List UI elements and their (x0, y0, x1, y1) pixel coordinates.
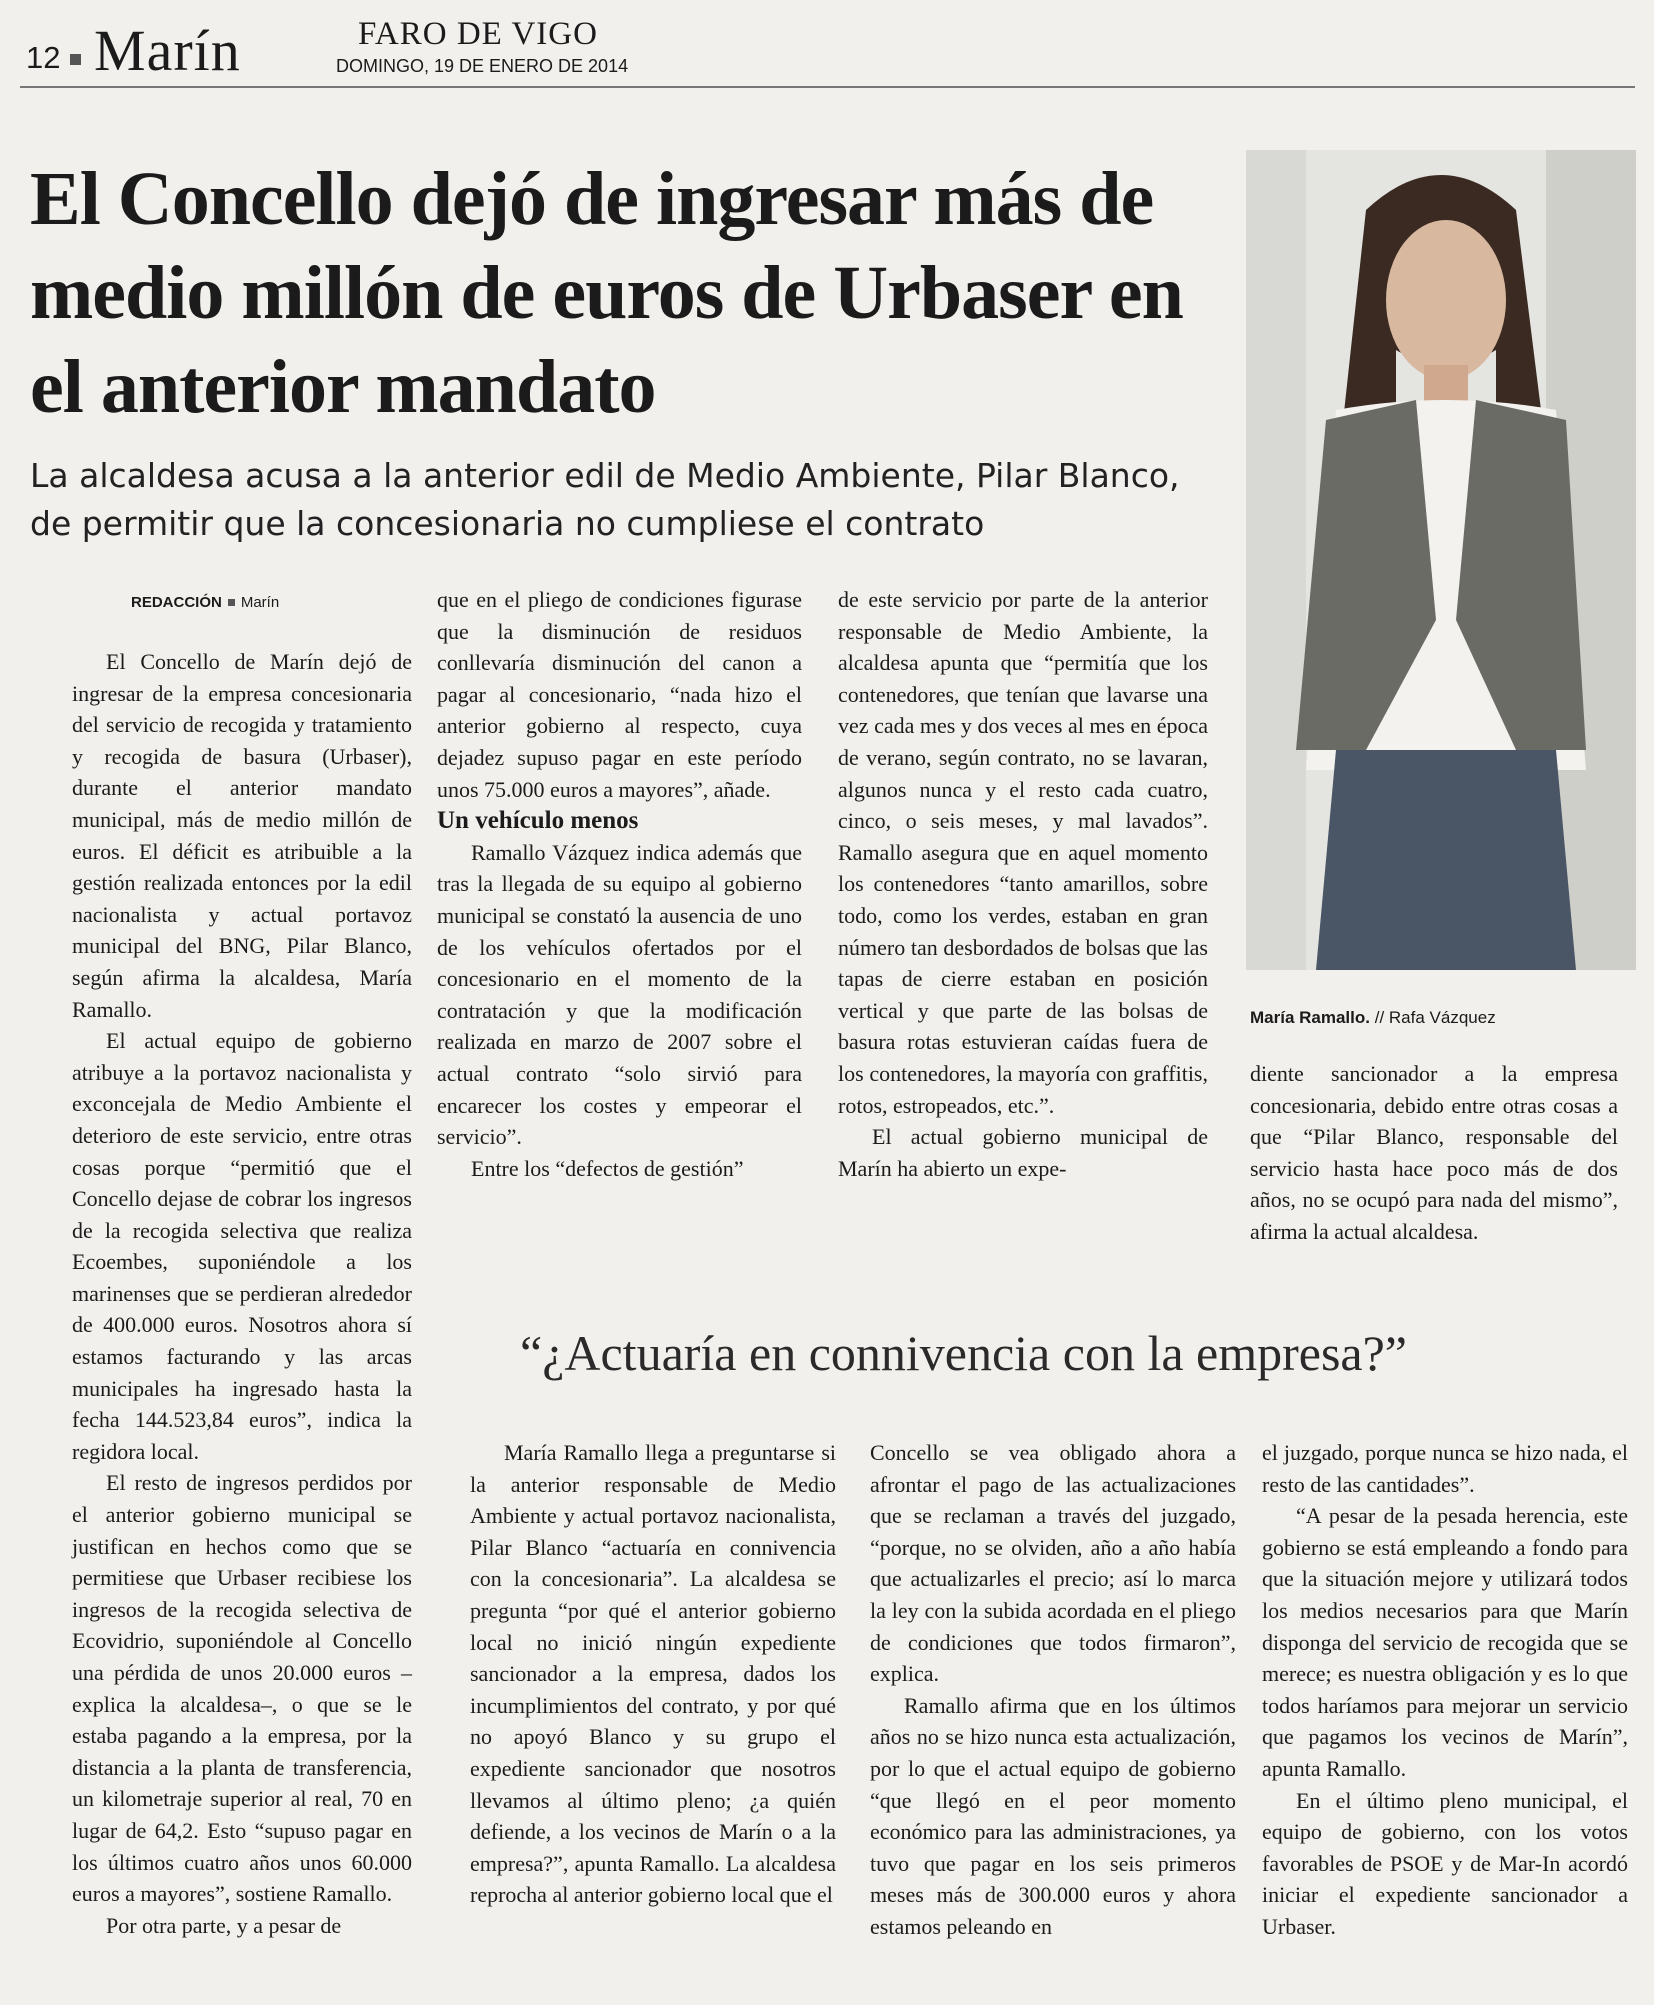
secondary-column-1 (470, 1437, 836, 1911)
secondary-headline: “¿Actuaría en connivencia con la empresa?” (520, 1325, 1407, 1381)
photo-illustration (1246, 150, 1636, 970)
page-number: 12 (26, 40, 61, 75)
paragraph: El actual equipo de gobierno atribuye a la portavoz nacionalista y exconcejala de Medio Ambiente el deterioro de este servicio, entre otras cosas porque “permitió que el Concello dejase de cobrar los ingresos de la recogida selectiva que realiza Ecoembes, suponiéndole a los marinenses que se perdieran alrededor de 400.000 euros. Nosotros ahora sí estamos facturando y las arcas municipales ha ingresado hasta la fecha 144.523,84 euros”, indica la regidora local. (72, 1028, 412, 1464)
byline-separator (228, 599, 235, 606)
subheadline: La alcaldesa acusa a la anterior edil de Medio Ambiente, Pilar Blanco, de permitir que la concesionaria no cumpliese el contrato (30, 456, 1180, 543)
paragraph: María Ramallo llega a preguntarse si la anterior responsable de Medio Ambiente y actual portavoz nacionalista, Pilar Blanco “actuaría en connivencia con la concesionaria”. La alcaldesa se pregunta “por qué el anterior gobierno local no inició ningún expediente sancionador a la empresa, dados los incumplimientos del contrato, y por qué no apoyó Blanco y su grupo el expediente sancionador que nosotros llevamos al último pleno; ¿a quién defiende, a los vecinos de Marín o a la empresa?”, apunta Ramallo. La alcaldesa reprocha al anterior gobierno local que el (470, 1440, 836, 1908)
article-column-4 (1250, 1058, 1618, 1248)
paragraph: Por otra parte, y a pesar de (106, 1912, 342, 1938)
paragraph: Ramallo afirma que en los últimos años no se hizo nunca esta actualización, por lo que el actual equipo de gobierno “que llegó en el peor momento económico para las administraciones, ya tuvo que pagar en los seis primeros meses más de 300.000 euros y ahora estamos peleando en (870, 1692, 1236, 1939)
page-number-separator (70, 54, 81, 65)
paragraph: El Concello de Marín dejó de ingresar de la empresa concesionaria del servicio de recogida y tratamiento y recogida de basura (Urbaser), durante el anterior mandato municipal, más de medio millón de euros. El déficit es atribuible a la gestión realizada entonces por la edil nacionalista y actual portavoz municipal del BNG, Pilar Blanco, según afirma la alcaldesa, María Ramallo. (72, 649, 412, 1022)
issue-date: DOMINGO, 19 DE ENERO DE 2014 (336, 56, 629, 76)
paragraph: El actual gobierno municipal de Marín ha abierto un expe- (838, 1124, 1208, 1181)
secondary-column-3 (1262, 1437, 1628, 1943)
article-column-1 (72, 646, 412, 1941)
paragraph: el juzgado, porque nunca se hizo nada, el resto de las cantidades”. (1262, 1440, 1628, 1497)
article-column-3 (838, 584, 1208, 1184)
section-title: Marín (94, 18, 241, 83)
paragraph: “A pesar de la pesada herencia, este gobierno se está empleando a fondo para que la situación mejore y utilizará todos los medios necesarios para que Marín disponga del servicio de recogida que se merece; es nuestra obligación y es lo que todos haríamos para mejorar un servicio que pagamos los vecinos de Marín”, apunta Ramallo. (1262, 1503, 1628, 1781)
paragraph: En el último pleno municipal, el equipo de gobierno, con los votos favorables de PSOE y de Mar-In acordó iniciar el expediente sancionador a Urbaser. (1262, 1787, 1628, 1939)
caption-credit: // Rafa Vázquez (1374, 1008, 1496, 1027)
article-photo (1246, 150, 1636, 970)
byline-place: Marín (240, 594, 280, 611)
paragraph: de este servicio por parte de la anterior responsable de Medio Ambiente, la alcaldesa apunta que “permitía que los contenedores, que tenían que lavarse una vez cada mes y dos veces al mes en época de verano, según contrato, no se lavaran, algunos nunca y el resto cada cuatro, cinco, o seis meses, y mal lavados”. Ramallo asegura que en aquel momento los contenedores “tanto amarillos, sobre todo, como los verdes, estaban en gran número tan desbordados de bolsas que las tapas de cierre estaban en posición vertical y que parte de las bolsas de basura rotas estuvieran caídas fuera de los contenedores, la mayoría con graffitis, rotos, estropeados, etc.”. (838, 587, 1208, 1118)
subhead: Un vehículo menos (437, 807, 639, 835)
newspaper-name: FARO DE VIGO (358, 16, 598, 52)
paragraph: Entre los “defectos de gestión” (471, 1155, 744, 1181)
header-divider (20, 86, 1635, 88)
paragraph: El resto de ingresos perdidos por el anterior gobierno municipal se justifican en hechos como que se permitiese que Urbaser recibiese los ingresos de la recogida selectiva de Ecovidrio, suponiéndole al Concello una pérdida de unos 20.000 euros –explica la alcaldesa–, o que se le estaba pagando a la empresa, por la distancia a la planta de transferencia, un kilometraje superior al real, 70 en lugar de 64,2. Esto “supuso pagar en los últimos cuatro años unos 60.000 euros a mayores”, sostiene Ramallo. (72, 1470, 412, 1907)
paragraph: que en el pliego de condiciones figurase que la disminución de residuos conllevaría disminución del canon a pagar al concesionario, “nada hizo el anterior gobierno al respecto, cuya dejadez supuso pagar en este período unos 75.000 euros a mayores”, añade. (437, 587, 802, 802)
secondary-column-2 (870, 1437, 1236, 1943)
headline: El Concello dejó de ingresar más de medio millón de euros de Urbaser en el anterior mandato (30, 157, 1183, 429)
byline (131, 594, 279, 611)
byline-author: REDACCIÓN (131, 594, 222, 611)
article-column-2 (437, 584, 802, 1184)
paragraph: Ramallo Vázquez indica además que tras la llegada de su equipo al gobierno municipal se constató la ausencia de uno de los vehículos ofertados por el concesionario en el momento de la contratación y que la modificación realizada en marzo de 2007 sobre el actual contrato “solo sirvió para encarecer los costes y empeorar el servicio”. (437, 839, 802, 1150)
photo-caption (1250, 1008, 1496, 1028)
paragraph: Concello se vea obligado ahora a afrontar el pago de las actualizaciones que se reclaman a través del juzgado, “porque, no se olviden, año a año había que actualizarles el precio; así lo marca la ley con la subida acordada en el pliego de condiciones que todos firmaron”, explica. (870, 1440, 1236, 1687)
caption-name: María Ramallo. (1250, 1008, 1370, 1027)
paragraph: diente sancionador a la empresa concesionaria, debido entre otras cosas a que “Pilar Blanco, responsable del servicio hasta hace poco más de dos años, no se ocupó para nada del mismo”, afirma la actual alcaldesa. (1250, 1061, 1618, 1244)
